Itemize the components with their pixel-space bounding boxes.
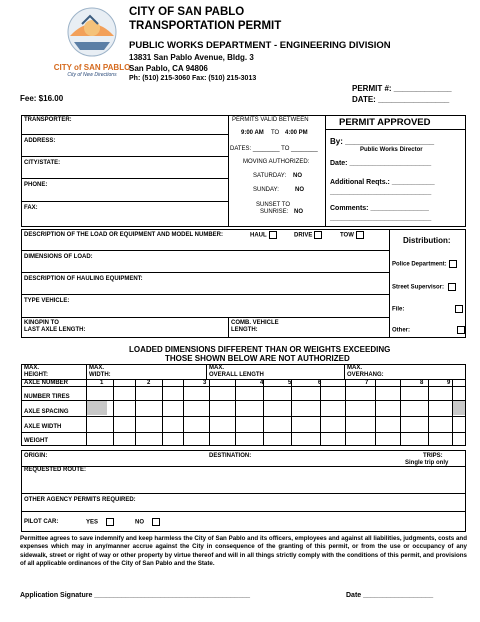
axle-number-6: 6: [318, 380, 322, 386]
approved-by[interactable]: By: ____________________: [330, 137, 435, 146]
weight-label: WEIGHT: [24, 438, 48, 444]
address-line-1: 13831 San Pablo Avenue, Bldg. 3: [129, 53, 254, 62]
sunday-label: SUNDAY:: [253, 187, 279, 193]
sunset-label-2: SUNRISE:: [260, 209, 289, 215]
address-line-2: San Pablo, CA 94806: [129, 64, 208, 73]
single-trip-note: Single trip only: [405, 460, 449, 466]
phone-fax: Ph: (510) 215-3060 Fax: (510) 215-3013: [129, 75, 257, 82]
moving-authorized: MOVING AUTHORIZED:: [243, 159, 310, 165]
max-overhang-label-1: MAX.: [347, 365, 362, 371]
drive-label: DRIVE: [294, 232, 313, 239]
requested-route-field[interactable]: REQUESTED ROUTE:: [24, 467, 87, 473]
haul-checkbox[interactable]: [269, 231, 277, 239]
drive-option[interactable]: [294, 231, 322, 239]
signature-date[interactable]: Date __________________: [346, 592, 434, 599]
distribution-label: File:: [392, 306, 405, 313]
max-height-label-1: MAX.: [24, 365, 39, 371]
distribution-label: Police Department:: [392, 261, 447, 268]
comb-vehicle-label-2[interactable]: LENGTH:: [231, 327, 258, 333]
no-label: NO: [135, 519, 144, 526]
max-overall-label-1: MAX.: [209, 365, 224, 371]
pilot-car-label: PILOT CAR:: [24, 519, 59, 525]
drive-checkbox[interactable]: [314, 231, 322, 239]
pilot-no-checkbox[interactable]: [152, 518, 160, 526]
street-supervisor[interactable]: [392, 283, 456, 291]
max-width-label-2: WIDTH:: [89, 372, 111, 378]
trips-field[interactable]: TRIPS:: [423, 453, 443, 459]
pilot-no-option[interactable]: [135, 518, 160, 526]
permits-valid-heading: PERMITS VALID BETWEEN: [232, 117, 309, 123]
phone-field[interactable]: PHONE:: [24, 182, 48, 188]
police-checkbox[interactable]: [449, 260, 457, 268]
axle-number-5: 5: [288, 380, 292, 386]
police-department[interactable]: [392, 260, 457, 268]
fee: Fee: $16.00: [20, 94, 64, 103]
time-end: 4:00 PM: [285, 130, 308, 136]
pilot-yes-option[interactable]: [86, 518, 114, 526]
valid-dates[interactable]: DATES: ________ TO ________: [230, 146, 318, 152]
city-logo: [52, 6, 132, 78]
transporter-field[interactable]: TRANSPORTER:: [24, 117, 72, 123]
number-tires-label: NUMBER TIRES: [24, 394, 70, 400]
origin-field[interactable]: ORIGIN:: [24, 453, 48, 459]
address-field[interactable]: ADDRESS:: [24, 138, 56, 144]
file[interactable]: [392, 305, 463, 313]
destination-field[interactable]: DESTINATION:: [209, 453, 252, 459]
max-overhang-label-2: OVERHANG:: [347, 372, 384, 378]
axle-spacing-shaded-start: [87, 401, 107, 415]
haul-label: HAUL: [250, 232, 267, 239]
approved-date[interactable]: Date: _____________________: [330, 160, 432, 167]
dimensions-field[interactable]: DIMENSIONS OF LOAD:: [24, 254, 93, 260]
permit-title: TRANSPORTATION PERMIT: [129, 20, 282, 32]
other-agency-field[interactable]: OTHER AGENCY PERMITS REQUIRED:: [24, 497, 136, 503]
axle-spacing-label: AXLE SPACING: [24, 409, 69, 415]
max-width-label-1: MAX.: [89, 365, 104, 371]
axle-number-4: 4: [260, 380, 264, 386]
max-overall-label-2: OVERALL LENGTH: [209, 372, 264, 378]
axle-number-1: 1: [100, 380, 104, 386]
city-state-field[interactable]: CITY/STATE:: [24, 160, 61, 166]
other-checkbox[interactable]: [457, 326, 465, 334]
department: PUBLIC WORKS DEPARTMENT - ENGINEERING DIVISION: [129, 40, 391, 51]
axle-number-8: 8: [420, 380, 424, 386]
distribution-label: Other:: [392, 327, 410, 334]
comments-line[interactable]: __________________________: [330, 215, 432, 222]
axle-number-7: 7: [365, 380, 369, 386]
street-checkbox[interactable]: [448, 283, 456, 291]
axle-number-9: 9: [447, 380, 451, 386]
loaded-heading-1: LOADED DIMENSIONS DIFFERENT THAN OR WEIGHTS EXCEEDING: [129, 345, 391, 354]
other[interactable]: [392, 326, 465, 334]
application-signature[interactable]: Application Signature ________________________________________: [20, 592, 251, 599]
saturday-value: NO: [293, 173, 302, 179]
type-vehicle-field[interactable]: TYPE VEHICLE:: [24, 298, 70, 304]
sunday-value: NO: [295, 187, 304, 193]
saturday-label: SATURDAY:: [253, 173, 287, 179]
permit-number: PERMIT #: _____________: [352, 84, 452, 93]
sunset-value: NO: [294, 209, 303, 215]
time-start: 9:00 AM: [241, 130, 264, 136]
logo-tagline: City of New Directions: [67, 72, 117, 78]
axle-number-2: 2: [147, 380, 151, 386]
city-title: CITY OF SAN PABLO: [129, 6, 245, 18]
approved-by-caption: Public Works Director: [360, 147, 423, 153]
additional-reqts-line[interactable]: __________________________: [330, 189, 432, 196]
distribution-heading: Distribution:: [403, 236, 451, 245]
time-to: TO: [271, 130, 280, 136]
pilot-yes-checkbox[interactable]: [106, 518, 114, 526]
yes-label: YES: [86, 519, 99, 526]
sunset-label-1: SUNSET TO: [256, 202, 291, 208]
permit-approved-heading: PERMIT APPROVED: [339, 117, 431, 128]
fax-field[interactable]: FAX:: [24, 205, 38, 211]
logo-brand: CITY of SAN PABLO: [53, 63, 131, 72]
comb-vehicle-label-1: COMB. VEHICLE: [231, 320, 279, 326]
haul-option[interactable]: [250, 231, 277, 239]
tow-label: TOW: [340, 232, 354, 239]
date-top: DATE: ________________: [352, 95, 450, 104]
distribution-label: Street Supervisor:: [392, 284, 445, 291]
load-description[interactable]: DESCRIPTION OF THE LOAD OR EQUIPMENT AND MODEL NUMBER:: [24, 232, 224, 238]
tow-option[interactable]: [340, 231, 364, 239]
kingpin-label-2[interactable]: LAST AXLE LENGTH:: [24, 327, 86, 333]
equipment-field[interactable]: DESCRIPTION OF HAULING EQUIPMENT:: [24, 276, 143, 282]
indemnity-statement: Permittee agrees to save indemnify and keep harmless the City of San Pablo and its officers, employees and against all liabilities, judgments, costs and expenses which may in any/manner accrue against the City in consequence of the granting of this permit, or from the use or occupancy of any sidewalk, street or right of way or other property by virtue thereof and will in all things strictly comply with the conditions of this permit, and provisions of all applicable ordinances of the City of San Pablo and the State.: [20, 535, 467, 567]
loaded-heading-2: THOSE SHOWN BELOW ARE NOT AUTHORIZED: [165, 354, 350, 363]
axle-number-3: 3: [203, 380, 207, 386]
file-checkbox[interactable]: [455, 305, 463, 313]
axle-number-label: AXLE NUMBER: [24, 380, 69, 386]
axle-width-label: AXLE WIDTH: [24, 424, 62, 430]
kingpin-label-1: KINGPIN TO: [24, 320, 59, 326]
max-height-label-2: HEIGHT:: [24, 372, 48, 378]
comments[interactable]: Comments: _______________: [330, 205, 429, 212]
axle-spacing-shaded-end: [453, 401, 465, 415]
tow-checkbox[interactable]: [356, 231, 364, 239]
additional-reqts[interactable]: Additional Reqts.: ___________: [330, 179, 435, 186]
